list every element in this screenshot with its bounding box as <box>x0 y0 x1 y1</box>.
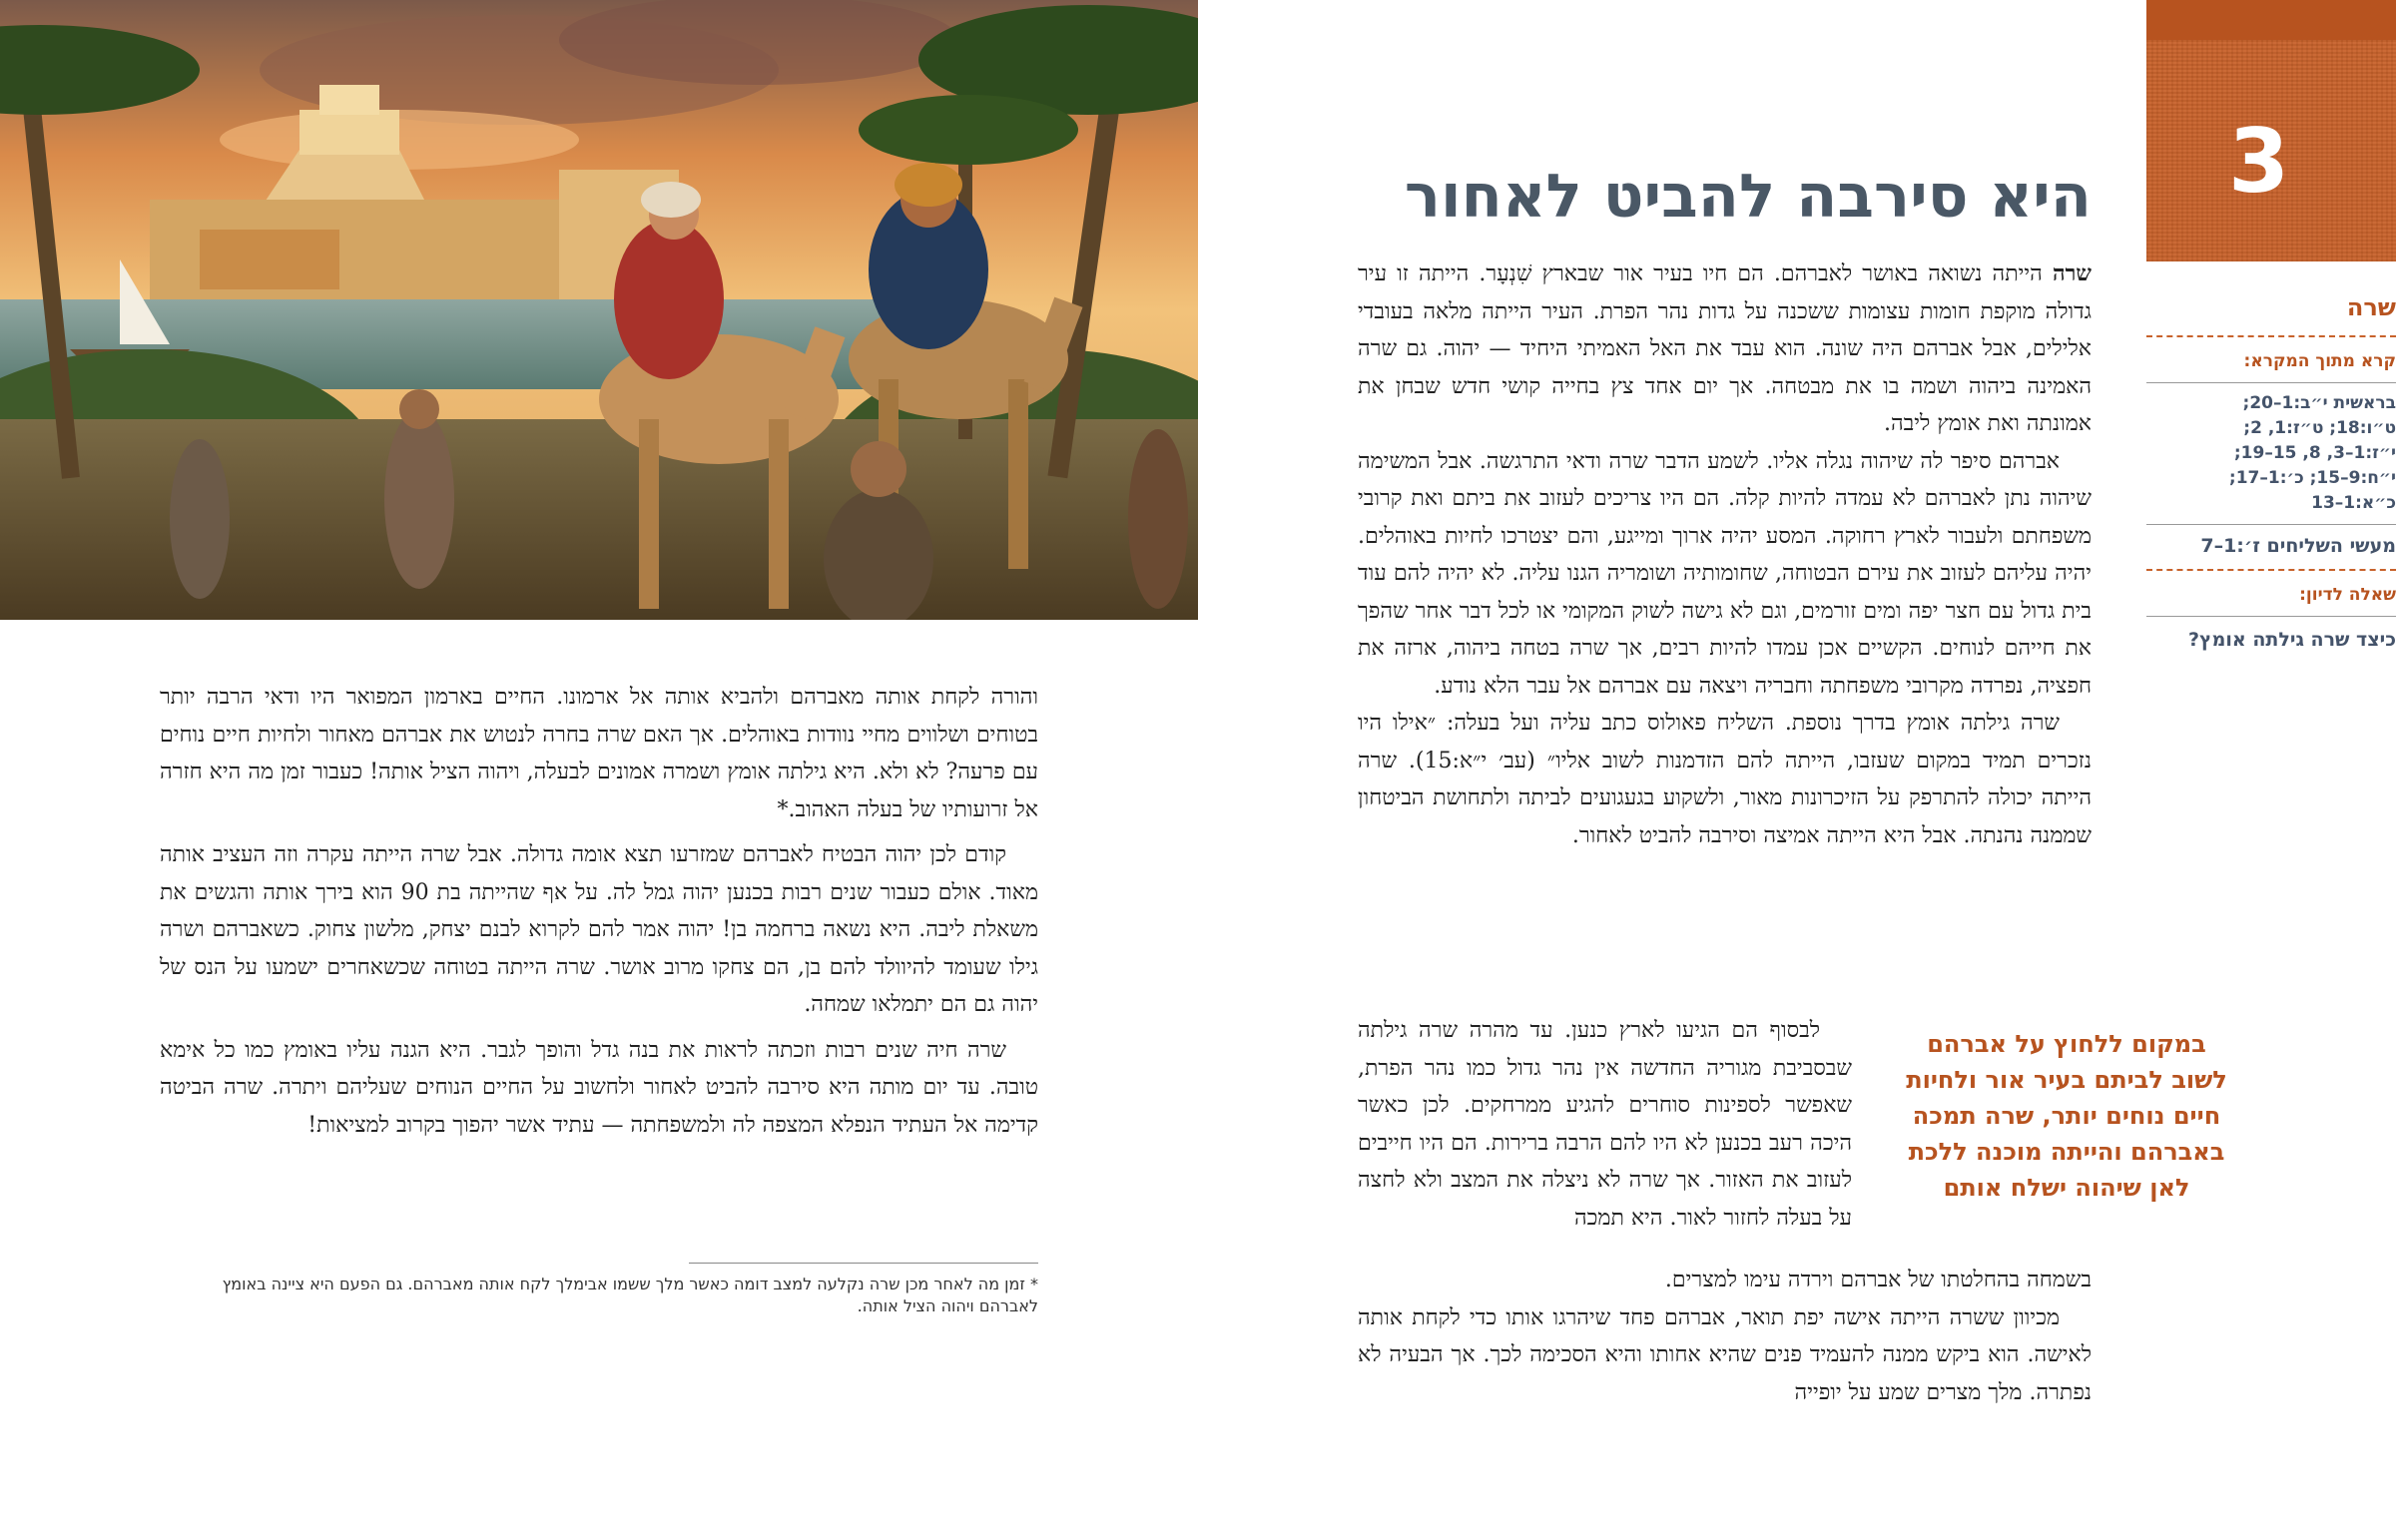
sidebar-question-label: שאלה לדיון: <box>2299 585 2396 605</box>
right-column-bottom <box>1358 1268 2092 1411</box>
right-paragraph-4-end: בשמחה בהחלטתו של אברהם וירדה עימו למצרים. <box>1664 1268 2092 1292</box>
page-title: היא סירבה להביט לאחור <box>1404 162 2092 232</box>
sidebar-read-label: קרא מתוך המקרא: <box>2243 351 2396 371</box>
right-column <box>1358 256 2092 854</box>
scripture-ref: כ״א:1–13 <box>2311 493 2396 513</box>
right-paragraph-3: שרה גילתה אומץ בדרך נוספת. השליח פאולוס כתב עליה ועל בעלה: ״אילו היו נזכרים תמיד במקום שעזבו, הייתה להם הזדמנות לשוב אליו״ (עב׳ י״א:15). שרה הייתה יכולה להתרפק על הזיכרונות מאור, ולשקוע בגעגועים לביתה ולתחושת הביטחון שממנה נהנתה. אבל היא הייתה אמיצה וסירבה להביט לאחור. <box>1358 711 2092 848</box>
caravan-scene <box>0 0 1198 620</box>
scripture-ref: ט״ו:18; ט״ז:1, 2; <box>2243 418 2396 438</box>
sidebar <box>2146 283 2396 663</box>
sidebar-acts-ref: מעשי השליחים ז׳:1–7 <box>2146 524 2396 569</box>
left-paragraph-3: שרה חיה שנים רבות וזכתה לראות את בנה גדל והופך לגבר. היא הגנה עליו באומץ כמו כל אימא טובה. עד יום מותה היא סירבה להביט לאחור ולחשוב על החיים הנוחים שעליהם ויתרה. שרה הביטה קדימה אל העתיד הנפלא המצפה לה ולמשפחתה — עתיד אשר יהפוך בקרוב למציאות! <box>160 1037 1038 1138</box>
scripture-ref: י״ח:9–15; כ׳:1–17; <box>2228 468 2396 488</box>
scripture-ref: בראשית י״ב:1–20; <box>2242 393 2396 413</box>
sidebar-character-name: שרה <box>2346 293 2396 321</box>
footnote-divider <box>689 1263 1038 1264</box>
left-paragraph-2: קודם לכן יהוה הבטיח לאברהם שמזרעו תצא אומה גדולה. אבל שרה הייתה עקרה וזה העציב אותה מאוד. אולם כעבור שנים רבות בכנען יהוה גמל לה. על אף שהייתה בת 90 הוא בירך אותה והגשים את משאלת ליבה. היא נשאה ברחמה בן! יהוה אמר להם לקרוא לבנם יצחק, מלשון צחוק. כשאברהם ושרה גילו שעומד להיוולד להם בן, הם צחקו מרוב אושר. שרה הייתה בטוחה שכשאחרים ישמעו על הנס של יהוה גם הם יתמלאו שמחה. <box>160 842 1038 1017</box>
right-paragraph-2: אברהם סיפר לה שיהוה נגלה אליו. לשמע הדבר שרה ודאי התרגשה. אבל המשימה שיהוה נתן לאברהם לא עמדה להיות קלה. הם היו צריכים לעזוב את ביתם ואת קרובי משפחתם ולעבור לארץ רחוקה. המסע יהיה ארוך ומייגע, והם יצטרכו לחיות באוהלים. יהיה עליהם לעזוב את עירם הבטוחה, שחומותיה ושומריה הגנו עליה. לא יהיה להם עוד בית גדול עם חצר יפה ומים זורמים, וגם לא גישה לשוק המקומי או לכל דבר אחר שהפך את חייהם לנוחים. הקשיים אכן עמדו להיות רבים, אך שרה בטחה ביהוה, ארזה את חפציה, נפרדה מקרובי משפחתה וחבריה ויצאה עם אברהם אל עבר הלא נודע. <box>1358 448 2092 699</box>
footnote: * זמן מה לאחר מכן שרה נקלעה למצב דומה כאשר מלך ששמו אבימלך לקח אותה מאברהם. גם הפעם היא ציינה באומץ לאברהם ויהוה הציל אותה. <box>222 1275 1038 1315</box>
pull-quote: במקום ללחוץ על אברהם לשוב לביתם בעיר אור ולחיות חיים נוחים יותר, שרה תמכה באברהם והייתה מוכנה ללכת לאן שיהוה ישלח אותם <box>1906 1030 2227 1202</box>
chapter-tab-strip <box>2146 0 2396 40</box>
chapter-tab <box>2146 0 2396 261</box>
right-column-narrow <box>1358 1012 1852 1237</box>
left-column <box>160 679 1038 1144</box>
scripture-ref: י״ז:1–3, 8, 15–19; <box>2233 443 2396 463</box>
right-paragraph-1-text: הייתה נשואה באושר לאברהם. הם חיו בעיר אור שבארץ שִׁנְעָר. הייתה זו עיר גדולה מוקפת חומות עצומות ששכנה על גדות נהר הפרת. העיר הייתה מלאה בעובדי אלילים, אבל אברהם היה שונה. הוא עבד את האל האמיתי היחיד — יהוה. גם שרה האמינה ביהוה ושמה בו את מבטחה. אך יום אחד צץ בחייה קושי חדש שבחן את אמונתה ואת אומץ ליבה. <box>1358 261 2093 436</box>
right-paragraph-4: לבסוף הם הגיעו לארץ כנען. עד מהרה שרה גילתה שבסביבת מגוריה החדשה אין נהר גדול כמו נהר הפרת, שאפשר לספינות סוחרים להגיע ממרחקים. לכן כאשר היכה רעב בכנען לא היו להם הרבה ברירות. הם היו חייבים לעזוב את האזור. אך שרה לא ניצלה את המצב ולא לחצה על בעלה לחזור לאור. היא תמכה <box>1358 1018 1852 1231</box>
lead-word: שרה <box>2052 260 2092 286</box>
chapter-number: 3 <box>2228 110 2290 213</box>
left-paragraph-1: והורה לקחת אותה מאברהם ולהביא אותה אל ארמונו. החיים בארמון המפואר היו ודאי הרבה יותר בטוחים ושלווים מחיי נוודות באוהלים. אך האם שרה בחרה לנטוש את אברהם מאחור ולחיות חיים נוחים עם פרעה? לא ולא. היא גילתה אומץ ושמרה אמונים לבעלה, ויהוה הציל אותה! כעבור זמן מה היא חזרה אל זרועותיו של בעלה האהוב.* <box>160 685 1038 822</box>
sidebar-question: כיצד שרה גילתה אומץ? <box>2188 629 2396 651</box>
right-paragraph-5: מכיוון ששרה הייתה אישה יפת תואר, אברהם פחד שיהרגו אותו כדי לקחת אותה לאישה. הוא ביקש ממנה להעמיד פנים שהיא אחותו והיא הסכימה לכך. אך הבעיה לא נפתרה. מלך מצרים שמע על יופייה <box>1358 1304 2092 1405</box>
sidebar-scripture-refs <box>2146 383 2396 524</box>
illustration-caravan <box>0 0 1198 620</box>
right-paragraph-1 <box>1358 256 2092 443</box>
